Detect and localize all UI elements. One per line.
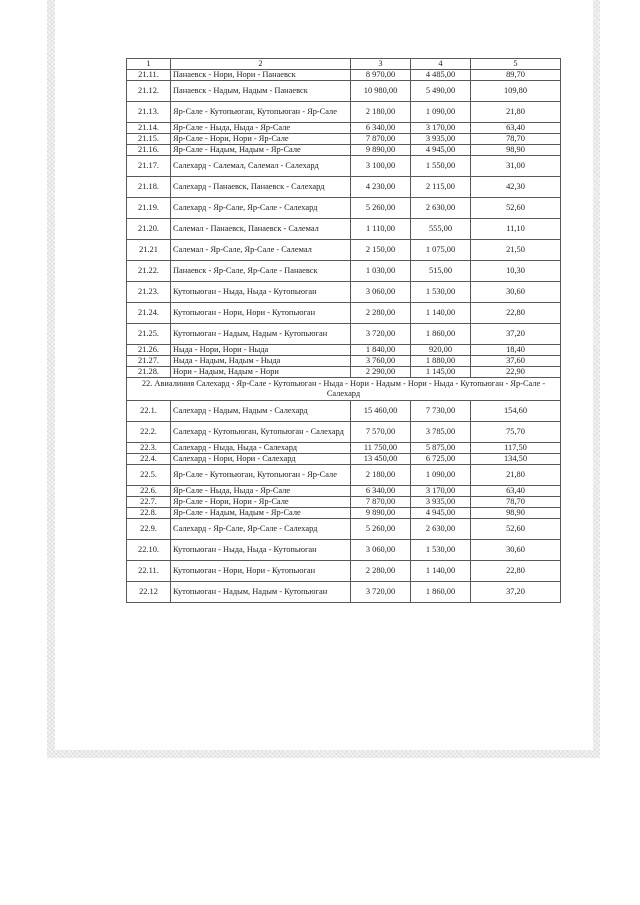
value-col5: 31,00 <box>471 156 561 177</box>
route-name: Салехард - Яр-Сале, Яр-Сале - Салехард <box>171 198 351 219</box>
value-col3: 10 980,00 <box>351 81 411 102</box>
row-number: 21.20. <box>127 219 171 240</box>
value-col3: 1 110,00 <box>351 219 411 240</box>
table-row <box>127 540 561 561</box>
value-col3: 2 290,00 <box>351 367 411 378</box>
value-col5: 98,90 <box>471 508 561 519</box>
value-col5: 22,80 <box>471 303 561 324</box>
value-col3: 8 970,00 <box>351 70 411 81</box>
value-col5: 75,70 <box>471 422 561 443</box>
value-col5: 134,50 <box>471 454 561 465</box>
route-name: Яр-Сале - Ныда, Ныда - Яр-Сале <box>171 123 351 134</box>
value-col4: 3 935,00 <box>411 134 471 145</box>
value-col5: 89,70 <box>471 70 561 81</box>
value-col3: 11 750,00 <box>351 443 411 454</box>
value-col4: 2 115,00 <box>411 177 471 198</box>
value-col3: 15 460,00 <box>351 401 411 422</box>
value-col5: 21,80 <box>471 465 561 486</box>
value-col5: 78,70 <box>471 497 561 508</box>
row-number: 21.25. <box>127 324 171 345</box>
table-row <box>127 102 561 123</box>
table-row <box>127 345 561 356</box>
row-number: 22.8. <box>127 508 171 519</box>
value-col3: 5 260,00 <box>351 198 411 219</box>
row-number: 21.17. <box>127 156 171 177</box>
route-name: Кутопьюган - Ныда, Ныда - Кутопьюган <box>171 540 351 561</box>
value-col3: 7 870,00 <box>351 497 411 508</box>
row-number: 21.22. <box>127 261 171 282</box>
value-col5: 154,60 <box>471 401 561 422</box>
route-name: Кутопьюган - Надым, Надым - Кутопьюган <box>171 582 351 603</box>
value-col3: 1 030,00 <box>351 261 411 282</box>
value-col3: 2 180,00 <box>351 102 411 123</box>
row-number: 22.11. <box>127 561 171 582</box>
value-col3: 7 870,00 <box>351 134 411 145</box>
route-name: Нори - Надым, Надым - Нори <box>171 367 351 378</box>
value-col5: 21,80 <box>471 102 561 123</box>
table-row <box>127 303 561 324</box>
row-number: 22.2. <box>127 422 171 443</box>
table-row <box>127 508 561 519</box>
table-row <box>127 177 561 198</box>
value-col4: 6 725,00 <box>411 454 471 465</box>
table-row <box>127 282 561 303</box>
route-name: Салехард - Панаевск, Панаевск - Салехард <box>171 177 351 198</box>
table-body <box>127 59 561 603</box>
table-row <box>127 454 561 465</box>
table-row <box>127 561 561 582</box>
value-col3: 1 840,00 <box>351 345 411 356</box>
row-number: 21.12. <box>127 81 171 102</box>
table-row <box>127 156 561 177</box>
row-number: 22.6. <box>127 486 171 497</box>
route-name: Салемал - Панаевск, Панаевск - Салемал <box>171 219 351 240</box>
row-number: 22.5. <box>127 465 171 486</box>
row-number: 21.13. <box>127 102 171 123</box>
value-col5: 63,40 <box>471 486 561 497</box>
table-row <box>127 70 561 81</box>
table-row <box>127 486 561 497</box>
row-number: 21.21 <box>127 240 171 261</box>
route-name: Яр-Сале - Нори, Нори - Яр-Сале <box>171 134 351 145</box>
route-name: Кутопьюган - Надым, Надым - Кутопьюган <box>171 324 351 345</box>
value-col4: 7 730,00 <box>411 401 471 422</box>
value-col4: 4 945,00 <box>411 145 471 156</box>
value-col5: 10,30 <box>471 261 561 282</box>
route-name: Кутопьюган - Ныда, Ныда - Кутопьюган <box>171 282 351 303</box>
value-col5: 42,30 <box>471 177 561 198</box>
value-col4: 4 485,00 <box>411 70 471 81</box>
table-row <box>127 324 561 345</box>
value-col3: 2 180,00 <box>351 465 411 486</box>
route-name: Салехард - Салемал, Салемал - Салехард <box>171 156 351 177</box>
route-name: Салехард - Кутопьюган, Кутопьюган - Салехард <box>171 422 351 443</box>
route-name: Ныда - Надым, Надым - Ныда <box>171 356 351 367</box>
value-col3: 5 260,00 <box>351 519 411 540</box>
value-col4: 5 875,00 <box>411 443 471 454</box>
value-col3: 6 340,00 <box>351 123 411 134</box>
row-number: 21.24. <box>127 303 171 324</box>
route-name: Салехард - Ныда, Ныда - Салехард <box>171 443 351 454</box>
value-col3: 3 100,00 <box>351 156 411 177</box>
value-col4: 1 880,00 <box>411 356 471 367</box>
value-col5: 30,60 <box>471 282 561 303</box>
table-row <box>127 401 561 422</box>
table-row <box>127 145 561 156</box>
value-col5: 30,60 <box>471 540 561 561</box>
value-col4: 1 860,00 <box>411 324 471 345</box>
value-col4: 1 140,00 <box>411 303 471 324</box>
value-col5: 22,80 <box>471 561 561 582</box>
value-col3: 3 720,00 <box>351 582 411 603</box>
value-col5: 98,90 <box>471 145 561 156</box>
route-name: Салемал - Яр-Сале, Яр-Сале - Салемал <box>171 240 351 261</box>
route-name: Яр-Сале - Нори, Нори - Яр-Сале <box>171 497 351 508</box>
header-row <box>127 59 561 70</box>
table-row <box>127 582 561 603</box>
table-row <box>127 443 561 454</box>
table-row <box>127 219 561 240</box>
row-number: 21.15. <box>127 134 171 145</box>
value-col5: 22,90 <box>471 367 561 378</box>
value-col4: 1 140,00 <box>411 561 471 582</box>
value-col4: 1 530,00 <box>411 282 471 303</box>
value-col4: 1 860,00 <box>411 582 471 603</box>
value-col3: 3 760,00 <box>351 356 411 367</box>
value-col4: 4 945,00 <box>411 508 471 519</box>
table-row <box>127 198 561 219</box>
value-col4: 2 630,00 <box>411 519 471 540</box>
value-col5: 78,70 <box>471 134 561 145</box>
value-col4: 555,00 <box>411 219 471 240</box>
route-name: Панаевск - Яр-Сале, Яр-Сале - Панаевск <box>171 261 351 282</box>
row-number: 22.7. <box>127 497 171 508</box>
row-number: 21.26. <box>127 345 171 356</box>
value-col4: 5 490,00 <box>411 81 471 102</box>
value-col4: 1 550,00 <box>411 156 471 177</box>
table-row <box>127 134 561 145</box>
row-number: 22.10. <box>127 540 171 561</box>
value-col5: 63,40 <box>471 123 561 134</box>
table-row <box>127 123 561 134</box>
header-cell: 1 <box>127 59 171 70</box>
section-row <box>127 378 561 401</box>
table-row <box>127 519 561 540</box>
fare-table <box>126 58 561 603</box>
value-col3: 2 280,00 <box>351 303 411 324</box>
header-cell: 4 <box>411 59 471 70</box>
route-name: Ныда - Нори, Нори - Ныда <box>171 345 351 356</box>
route-name: Панаевск - Нори, Нори - Панаевск <box>171 70 351 81</box>
row-number: 21.16. <box>127 145 171 156</box>
value-col5: 18,40 <box>471 345 561 356</box>
value-col4: 3 170,00 <box>411 123 471 134</box>
value-col4: 1 145,00 <box>411 367 471 378</box>
route-name: Салехард - Яр-Сале, Яр-Сале - Салехард <box>171 519 351 540</box>
value-col5: 109,80 <box>471 81 561 102</box>
value-col3: 3 720,00 <box>351 324 411 345</box>
value-col4: 1 090,00 <box>411 465 471 486</box>
value-col3: 7 570,00 <box>351 422 411 443</box>
value-col5: 37,20 <box>471 324 561 345</box>
route-name: Кутопьюган - Нори, Нори - Кутопьюган <box>171 303 351 324</box>
value-col4: 2 630,00 <box>411 198 471 219</box>
route-name: Яр-Сале - Ныда, Ныда - Яр-Сале <box>171 486 351 497</box>
row-number: 21.18. <box>127 177 171 198</box>
value-col4: 1 530,00 <box>411 540 471 561</box>
value-col4: 1 090,00 <box>411 102 471 123</box>
row-number: 22.4. <box>127 454 171 465</box>
header-cell: 3 <box>351 59 411 70</box>
value-col4: 3 935,00 <box>411 497 471 508</box>
value-col3: 9 890,00 <box>351 145 411 156</box>
table-row <box>127 240 561 261</box>
row-number: 21.19. <box>127 198 171 219</box>
value-col5: 52,60 <box>471 198 561 219</box>
value-col3: 13 450,00 <box>351 454 411 465</box>
route-name: Панаевск - Надым, Надым - Панаевск <box>171 81 351 102</box>
row-number: 21.11. <box>127 70 171 81</box>
table-row <box>127 356 561 367</box>
route-name: Яр-Сале - Надым, Надым - Яр-Сале <box>171 145 351 156</box>
header-cell: 2 <box>171 59 351 70</box>
route-name: Яр-Сале - Кутопьюган, Кутопьюган - Яр-Сале <box>171 102 351 123</box>
value-col5: 37,20 <box>471 582 561 603</box>
table-row <box>127 261 561 282</box>
value-col5: 52,60 <box>471 519 561 540</box>
value-col3: 6 340,00 <box>351 486 411 497</box>
value-col4: 3 170,00 <box>411 486 471 497</box>
value-col5: 11,10 <box>471 219 561 240</box>
section-title: 22. Авиалиния Салехард - Яр-Сале - Кутопьюган - Ныда - Нори - Надым - Нори - Ныда - Кутопьюган - Яр-Сале - Салехард <box>127 378 561 401</box>
route-name: Салехард - Надым, Надым - Салехард <box>171 401 351 422</box>
route-name: Салехард - Нори, Нори - Салехард <box>171 454 351 465</box>
row-number: 21.23. <box>127 282 171 303</box>
route-name: Яр-Сале - Кутопьюган, Кутопьюган - Яр-Сале <box>171 465 351 486</box>
value-col3: 2 150,00 <box>351 240 411 261</box>
route-name: Яр-Сале - Надым, Надым - Яр-Сале <box>171 508 351 519</box>
value-col4: 920,00 <box>411 345 471 356</box>
route-name: Кутопьюган - Нори, Нори - Кутопьюган <box>171 561 351 582</box>
value-col5: 37,60 <box>471 356 561 367</box>
table-row <box>127 422 561 443</box>
row-number: 21.27. <box>127 356 171 367</box>
value-col3: 4 230,00 <box>351 177 411 198</box>
row-number: 22.9. <box>127 519 171 540</box>
value-col4: 3 785,00 <box>411 422 471 443</box>
row-number: 21.14. <box>127 123 171 134</box>
row-number: 22.3. <box>127 443 171 454</box>
table-row <box>127 465 561 486</box>
row-number: 22.1. <box>127 401 171 422</box>
value-col3: 3 060,00 <box>351 540 411 561</box>
table-row <box>127 497 561 508</box>
value-col5: 117,50 <box>471 443 561 454</box>
value-col3: 2 280,00 <box>351 561 411 582</box>
table-row <box>127 367 561 378</box>
value-col3: 9 890,00 <box>351 508 411 519</box>
table-row <box>127 81 561 102</box>
value-col3: 3 060,00 <box>351 282 411 303</box>
value-col4: 515,00 <box>411 261 471 282</box>
header-cell: 5 <box>471 59 561 70</box>
value-col4: 1 075,00 <box>411 240 471 261</box>
row-number: 22.12 <box>127 582 171 603</box>
value-col5: 21,50 <box>471 240 561 261</box>
row-number: 21.28. <box>127 367 171 378</box>
